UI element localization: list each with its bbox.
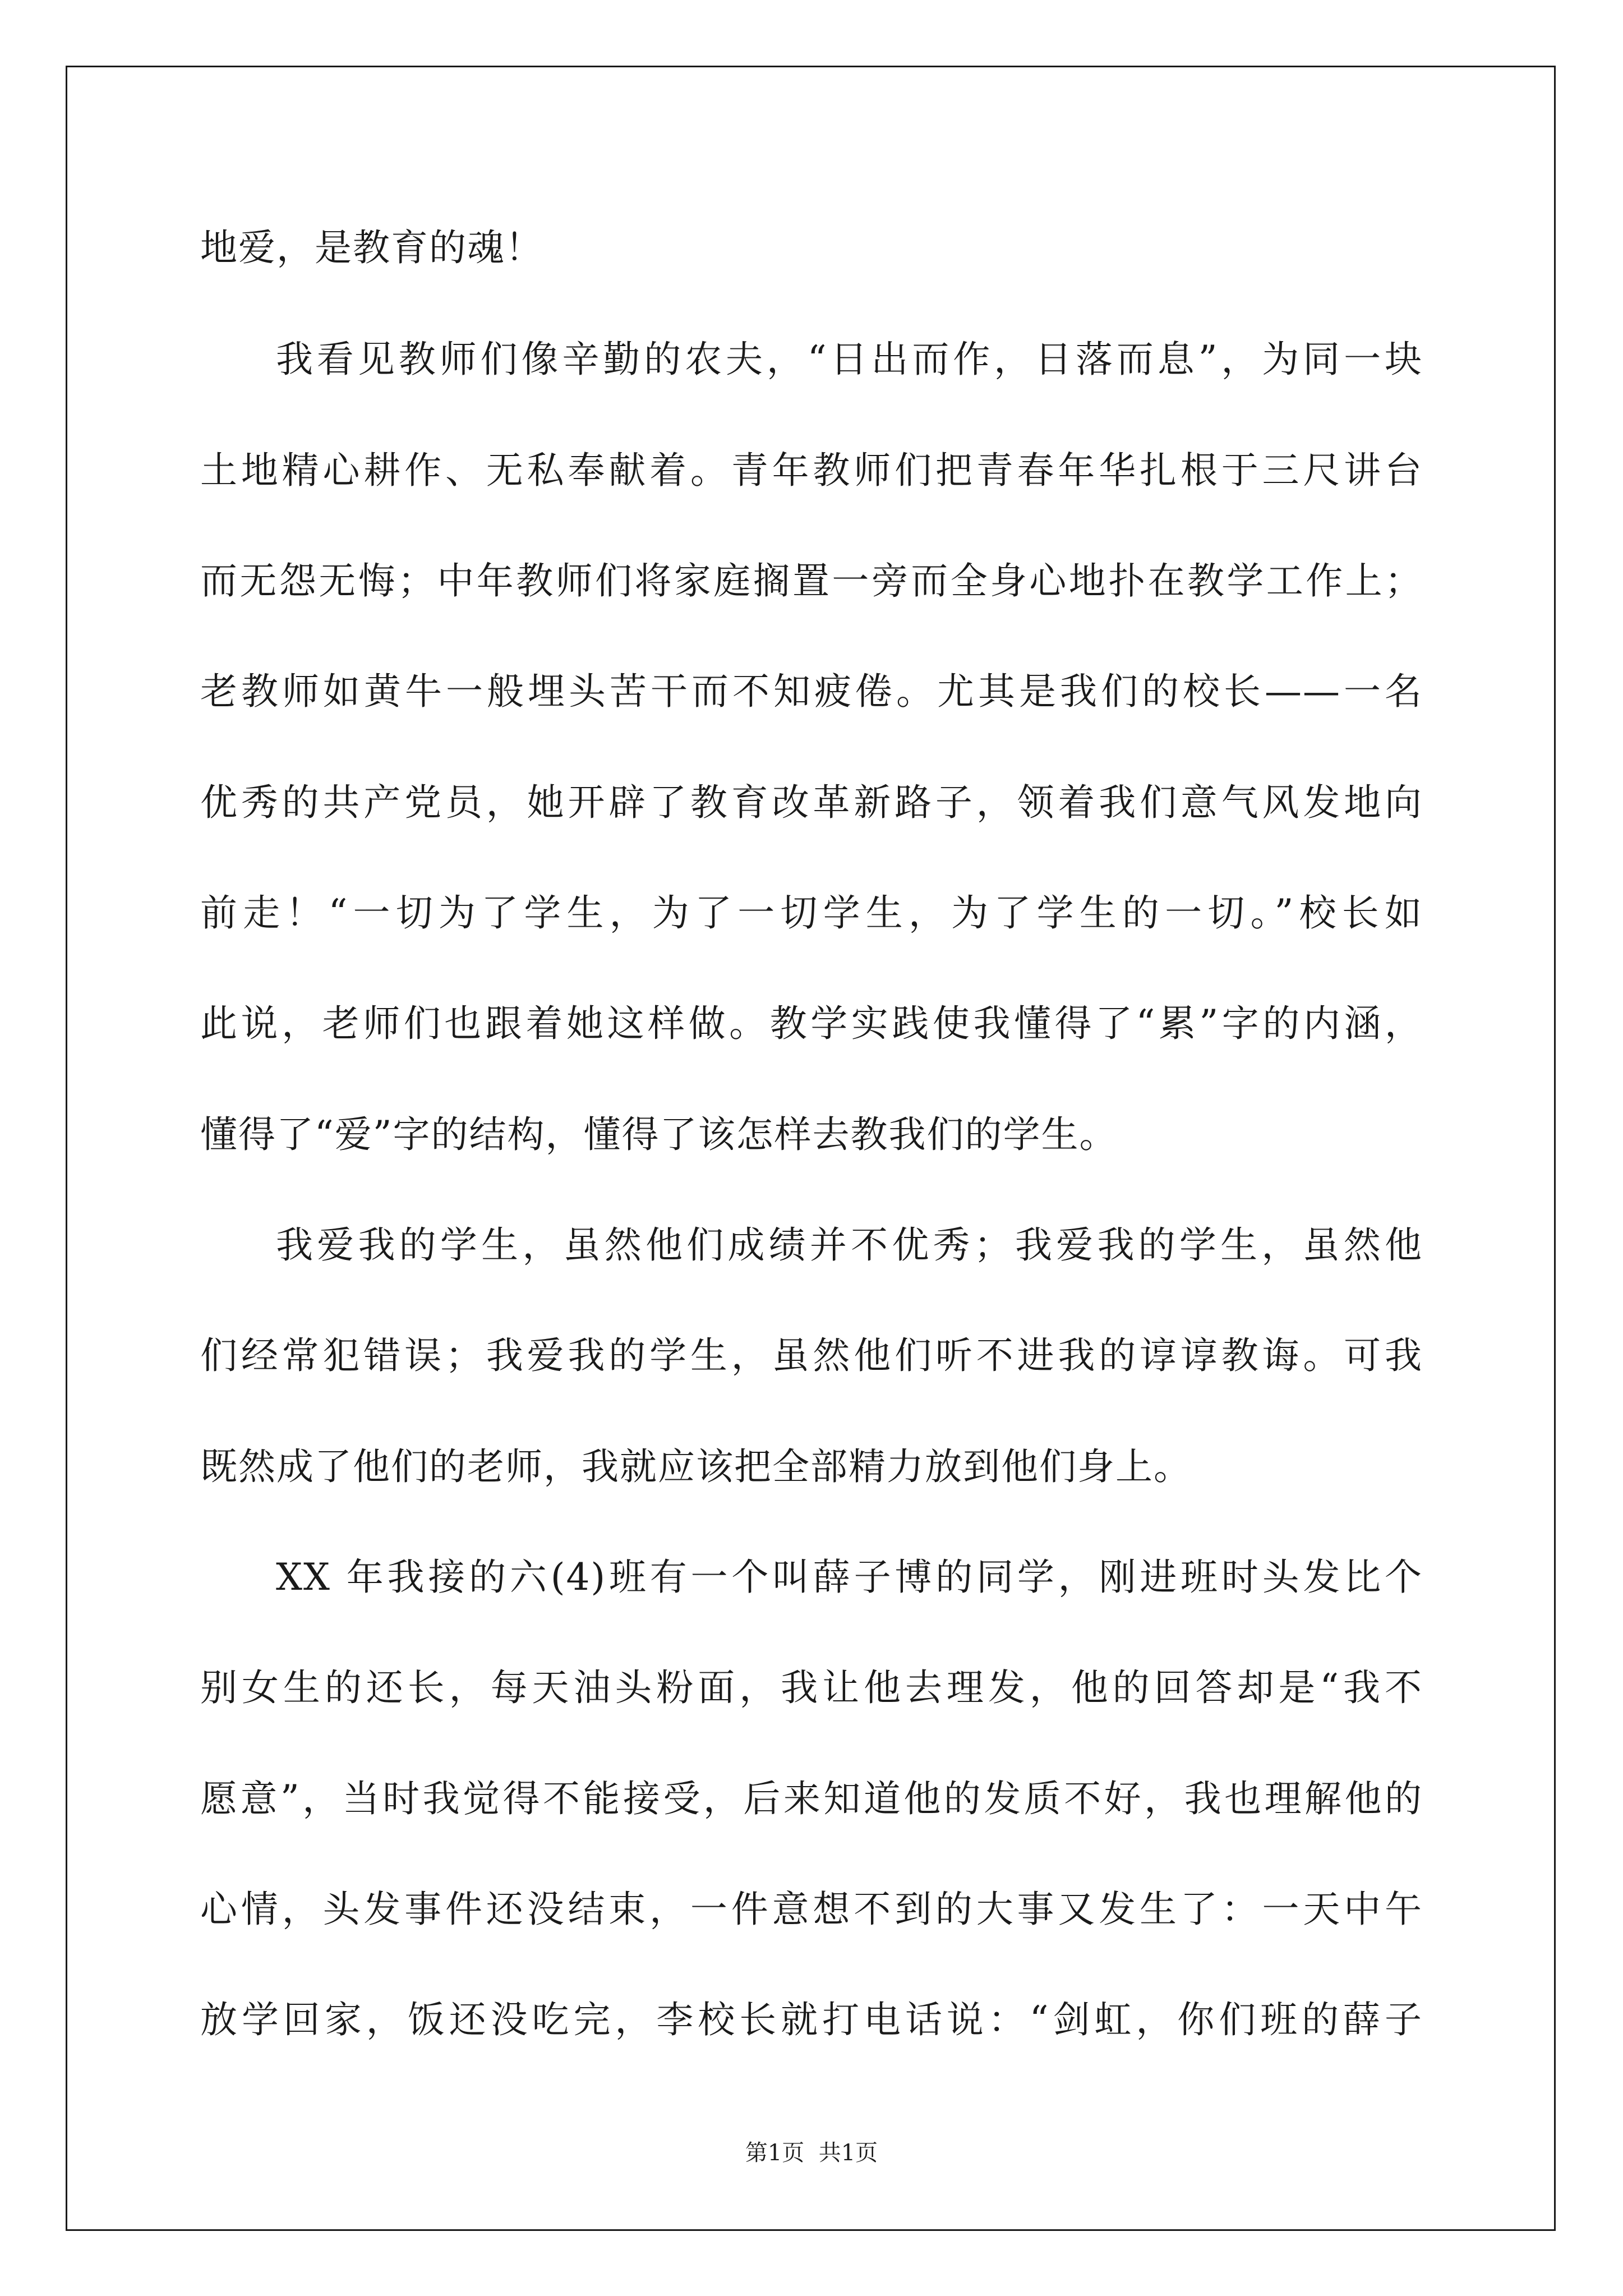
- page-number-footer: 第1页 共1页: [745, 2140, 878, 2166]
- text-line: 别女生的还长，每天油头粉面，我让他去理发，他的回答却是“我不: [200, 1666, 1423, 1709]
- text-line: 土地精心耕作、无私奉献着。青年教师们把青春年华扎根于三尺讲台: [200, 449, 1423, 492]
- paragraph-start-line: 我爱我的学生，虽然他们成绩并不优秀；我爱我的学生，虽然他: [276, 1223, 1423, 1267]
- text-line: 心情，头发事件还没结束，一件意想不到的大事又发生了：一天中午: [200, 1888, 1423, 1931]
- text-line: 而无怨无悔；中年教师们将家庭搁置一旁而全身心地扑在教学工作上；: [200, 559, 1423, 602]
- text-line: 此说，老师们也跟着她这样做。教学实践使我懂得了“累”字的内涵，: [200, 1002, 1423, 1045]
- text-line: 懂得了“爱”字的结构，懂得了该怎样去教我们的学生。: [200, 1113, 1118, 1156]
- text-line: 优秀的共产党员，她开辟了教育改革新路子，领着我们意气风发地向: [200, 781, 1423, 824]
- text-line: 地爱，是教育的魂！: [200, 226, 543, 269]
- paragraph-start-line: 我看见教师们像辛勤的农夫，“日出而作，日落而息”，为同一块: [276, 338, 1423, 381]
- text-line: 既然成了他们的老师，我就应该把全部精力放到他们身上。: [200, 1445, 1192, 1488]
- text-line: 前走！“一切为了学生，为了一切学生，为了学生的一切。”校长如: [200, 891, 1423, 935]
- text-line: 放学回家，饭还没吃完，李校长就打电话说：“剑虹，你们班的薛子: [200, 1998, 1423, 2041]
- text-line: 老教师如黄牛一般埋头苦干而不知疲倦。尤其是我们的校长——一名: [200, 670, 1423, 713]
- paragraph-start-line: XX 年我接的六(4)班有一个叫薛子博的同学，刚进班时头发比个: [276, 1556, 1423, 1599]
- text-line: 们经常犯错误；我爱我的学生，虽然他们听不进我的谆谆教诲。可我: [200, 1334, 1423, 1377]
- text-line: 愿意”，当时我觉得不能接受，后来知道他的发质不好，我也理解他的: [200, 1777, 1423, 1820]
